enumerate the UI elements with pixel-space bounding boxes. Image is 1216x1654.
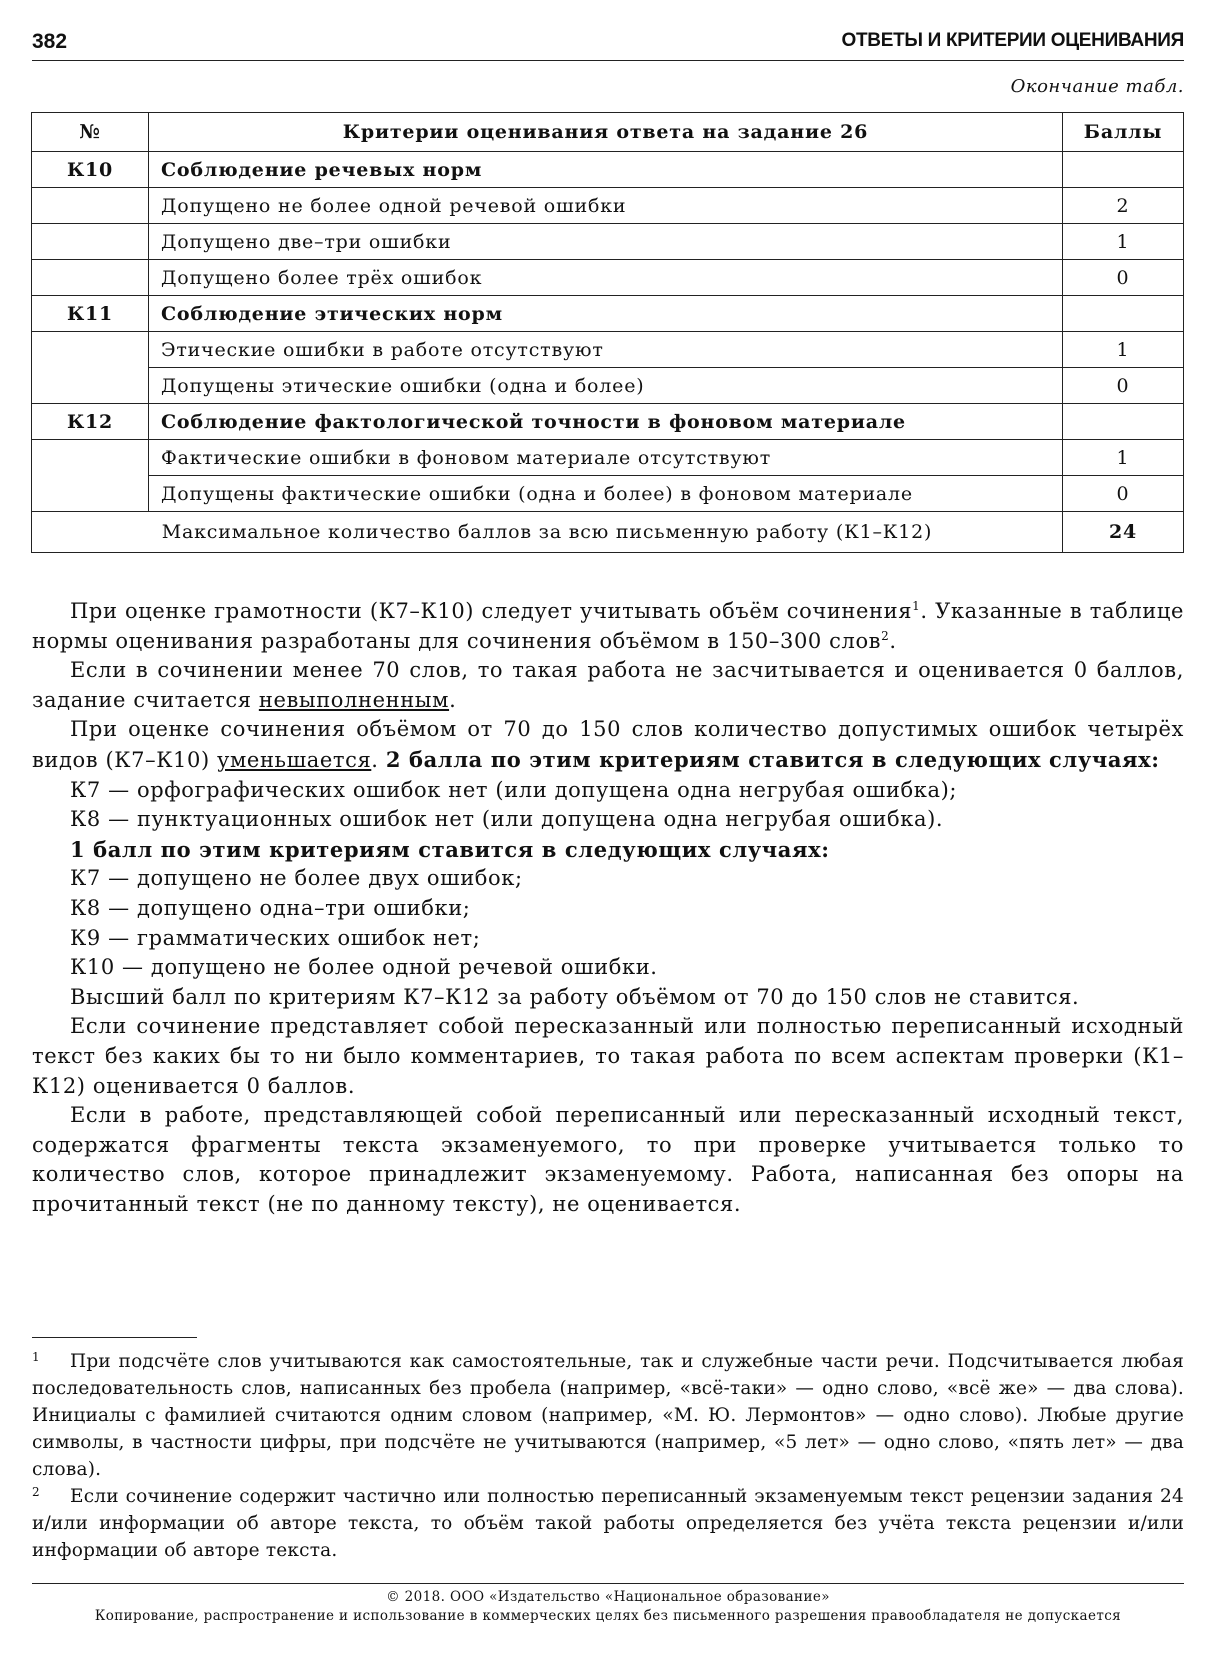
table-row [32, 152, 1184, 188]
table-row [32, 476, 1184, 512]
list-item: К7 — орфографических ошибок нет (или допущена одна негрубая ошибка); [70, 777, 958, 802]
criterion-code: К12 [32, 404, 149, 440]
list-item: К7 — допущено не более двух ошибок; [70, 866, 523, 891]
bold-heading: 2 балла по этим критериям ставится в следующих случаях: [385, 746, 1160, 772]
criterion-title: Соблюдение фактологической точности в фоновом материале [149, 404, 1063, 440]
criterion-code: К11 [32, 296, 149, 332]
running-title: ОТВЕТЫ И КРИТЕРИИ ОЦЕНИВАНИЯ [841, 30, 1184, 51]
footnote: 2 Если сочинение содержит частично или полностью переписанный экзаменуемым текст рецензии задания 24 и/или информации об авторе текста, то объём такой работы определяется без учёта текста рецензии и/или информации об авторе текста. [32, 1483, 1184, 1564]
criterion-text: Фактические ошибки в фоновом материале отсутствуют [149, 440, 1063, 476]
list-item: К8 — допущено одна–три ошибки; [70, 895, 471, 920]
footer-divider [32, 1583, 1184, 1584]
paragraph: При оценке сочинения объёмом от 70 до 150 слов количество допустимых ошибок четырёх видов (К7–К10) уменьшается. 2 балла по этим критериям ставится в следующих случаях: [32, 717, 1184, 772]
body-text [32, 597, 1184, 1219]
paragraph: При оценке грамотности (К7–К10) следует учитывать объём сочинения$^1$. Указанные в таблице нормы оценивания разработаны для сочинения объёмом в 150–300 слов$^2$. [32, 599, 1184, 653]
page-header [32, 22, 1184, 61]
table-row [32, 224, 1184, 260]
criterion-text: Допущены этические ошибки (одна и более) [149, 368, 1063, 404]
criterion-code: К10 [32, 152, 149, 188]
page-number: 382 [32, 30, 68, 53]
table-header-row [32, 113, 1184, 152]
table-total-row [32, 512, 1184, 553]
paragraph: Если сочинение представляет собой пересказанный или полностью переписанный исходный текст без каких бы то ни было комментариев, то такая работа по всем аспектам проверки (К1–К12) оценивается 0 баллов. [32, 1014, 1184, 1098]
list-item: К9 — грамматических ошибок нет; [70, 925, 481, 950]
col-header-number: № [32, 113, 149, 152]
paragraph: Если в сочинении менее 70 слов, то такая работа не засчитывается и оценивается 0 баллов, задание считается невыполненным. [32, 658, 1184, 712]
footnotes [32, 1348, 1184, 1564]
criterion-title: Соблюдение речевых норм [149, 152, 1063, 188]
footnote-divider [32, 1337, 197, 1338]
footnote-ref: 1 [912, 599, 921, 613]
criterion-points: 1 [1063, 224, 1184, 260]
col-header-criteria: Критерии оценивания ответа на задание 26 [149, 113, 1063, 152]
criterion-text: Допущены фактические ошибки (одна и более) в фоновом материале [149, 476, 1063, 512]
table-row [32, 368, 1184, 404]
criterion-points: 0 [1063, 260, 1184, 296]
bold-heading: 1 балл по этим критериям ставится в следующих случаях: [70, 836, 830, 862]
total-points: 24 [1063, 512, 1184, 553]
list-item: К10 — допущено не более одной речевой ошибки. [70, 955, 658, 980]
criterion-points: 1 [1063, 332, 1184, 368]
criterion-text: Этические ошибки в работе отсутствуют [149, 332, 1063, 368]
copyright-notice: Копирование, распространение и использование в коммерческих целях без письменного разрешения правообладателя не допускается [94, 1608, 1122, 1624]
criterion-title: Соблюдение этических норм [149, 296, 1063, 332]
copyright-footer [32, 1588, 1184, 1626]
table-row [32, 188, 1184, 224]
table-row [32, 440, 1184, 476]
footnote-mark: 2 [32, 1485, 40, 1499]
underlined-term: уменьшается [217, 747, 372, 772]
criterion-text: Допущено более трёх ошибок [149, 260, 1063, 296]
criterion-points: 0 [1063, 368, 1184, 404]
table-continuation-note: Окончание табл. [1010, 76, 1184, 97]
list-item: К8 — пунктуационных ошибок нет (или допущена одна негрубая ошибка). [70, 807, 944, 832]
criterion-text: Допущено две–три ошибки [149, 224, 1063, 260]
criteria-table [31, 112, 1184, 553]
table-row [32, 296, 1184, 332]
paragraph: Если в работе, представляющей собой переписанный или пересказанный исходный текст, содержатся фрагменты текста экзаменуемого, то при проверке учитывается только то количество слов, которое принадлежит экзаменуемому. Работа, написанная без опоры на прочитанный текст (не по данному тексту), не оценивается. [32, 1103, 1184, 1216]
total-label: Максимальное количество баллов за всю письменную работу (К1–К12) [32, 512, 1063, 553]
copyright-line: © 2018. ООО «Издательство «Национальное образование» [386, 1589, 830, 1605]
criterion-points: 2 [1063, 188, 1184, 224]
paragraph: Высший балл по критериям К7–К12 за работу объёмом от 70 до 150 слов не ставится. [70, 984, 1080, 1009]
footnote-mark: 1 [32, 1350, 40, 1364]
criterion-points: 1 [1063, 440, 1184, 476]
footnote: 1 При подсчёте слов учитываются как самостоятельные, так и служебные части речи. Подсчитывается любая последовательность слов, написанных без пробела (например, «всё-таки» — одно слово, «всё же» — два слова). Инициалы с фамилией считаются одним словом (например, «М. Ю. Лермонтов» — одно слово). Любые другие символы, в частности цифры, при подсчёте не учитываются (например, «5 лет» — одно слово, «пять лет» — два слова). [32, 1348, 1184, 1483]
underlined-term: невыполненным [258, 687, 450, 712]
footnote-ref: 2 [881, 628, 890, 643]
table-row [32, 260, 1184, 296]
col-header-points: Баллы [1063, 113, 1184, 152]
table-row [32, 332, 1184, 368]
criterion-text: Допущено не более одной речевой ошибки [149, 188, 1063, 224]
criterion-points: 0 [1063, 476, 1184, 512]
table-row [32, 404, 1184, 440]
